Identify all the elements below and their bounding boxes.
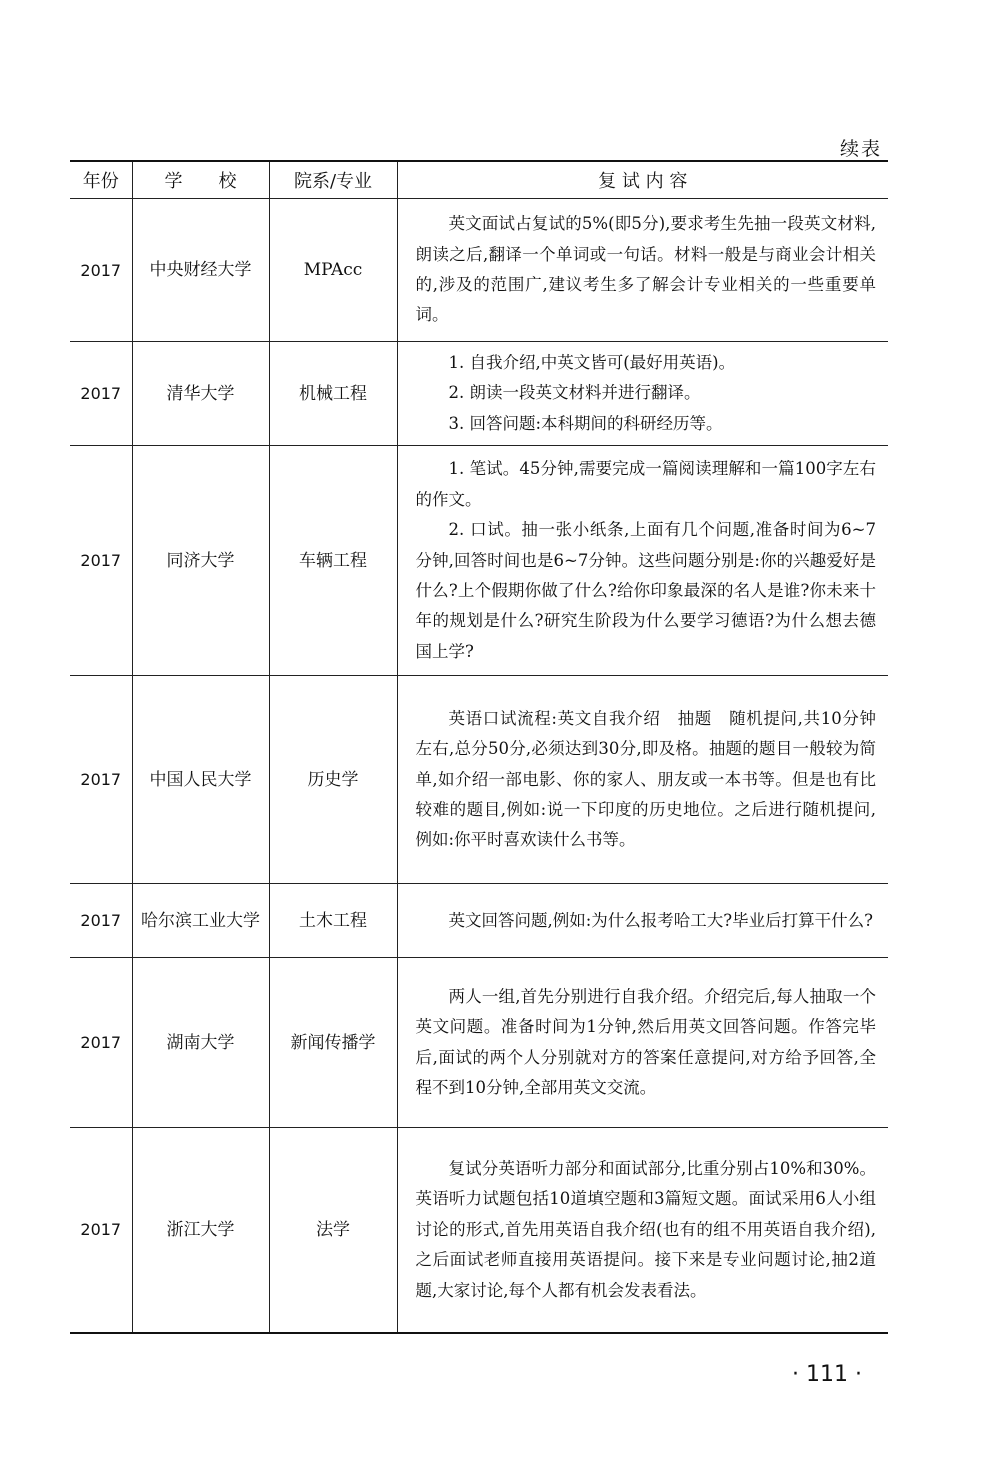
year-cell: 2017 — [70, 884, 132, 958]
page-number: · 111 · — [792, 1362, 862, 1387]
year-cell: 2017 — [70, 446, 132, 676]
continued-label: 续表 — [839, 138, 882, 160]
table-row — [70, 676, 888, 884]
table-row — [70, 884, 888, 958]
school-cell: 浙江大学 — [132, 1128, 269, 1333]
school-cell: 湖南大学 — [132, 958, 269, 1128]
content-paragraph: 复试分英语听力部分和面试部分,比重分别占10%和30%。英语听力试题包括10道填空题和3篇短文题。面试采用6人小组讨论的形式,首先用英语自我介绍(也有的组不用英语自我介绍),之后面试老师直接用英语提问。接下来是专业问题讨论,抽2道题,大家讨论,每个人都有机会发表看法。 — [415, 1158, 876, 1300]
year-cell: 2017 — [70, 676, 132, 884]
school-cell: 中国人民大学 — [132, 676, 269, 884]
content-cell — [397, 199, 888, 342]
content-paragraph: 2. 口试。抽一张小纸条,上面有几个问题,准备时间为6~7分钟,回答时间也是6~7分钟。这些问题分别是:你的兴趣爱好是什么?上个假期你做了什么?给你印象最深的名人是谁?你未来十年的规划是什么?研究生阶段为什么要学习德语?为什么想去德国上学? — [415, 520, 876, 661]
major-cell: 历史学 — [269, 676, 397, 884]
major-cell: 土木工程 — [269, 884, 397, 958]
table-row — [70, 1128, 888, 1333]
content-paragraph: 两人一组,首先分别进行自我介绍。介绍完后,每人抽取一个英文问题。准备时间为1分钟,然后用英文回答问题。作答完毕后,面试的两个人分别就对方的答案任意提问,对方给予回答,全程不到10分钟,全部用英文交流。 — [415, 986, 876, 1098]
year-cell: 2017 — [70, 958, 132, 1128]
admission-retest-table — [70, 160, 888, 1334]
table-row — [70, 446, 888, 676]
year-cell: 2017 — [70, 342, 132, 446]
school-cell: 同济大学 — [132, 446, 269, 676]
content-paragraph: 2. 朗读一段英文材料并进行翻译。 — [448, 383, 701, 403]
content-paragraph: 1. 自我介绍,中英文皆可(最好用英语)。 — [448, 353, 736, 372]
school-cell: 中央财经大学 — [132, 199, 269, 342]
content-cell — [397, 958, 888, 1128]
content-paragraph: 1. 笔试。45分钟,需要完成一篇阅读理解和一篇100字左右的作文。 — [415, 459, 876, 509]
content-cell — [397, 884, 888, 958]
content-cell — [397, 446, 888, 676]
major-cell: MPAcc — [269, 199, 397, 342]
table-row — [70, 958, 888, 1128]
table-row — [70, 199, 888, 342]
header-school: 学 校 — [132, 161, 269, 199]
major-cell: 新闻传播学 — [269, 958, 397, 1128]
year-cell: 2017 — [70, 1128, 132, 1333]
major-cell: 法学 — [269, 1128, 397, 1333]
content-cell — [397, 1128, 888, 1333]
table-header-row — [70, 161, 888, 199]
header-year: 年份 — [70, 161, 132, 199]
major-cell: 机械工程 — [269, 342, 397, 446]
header-major: 院系/专业 — [269, 161, 397, 199]
content-cell — [397, 342, 888, 446]
content-paragraph: 3. 回答问题:本科期间的科研经历等。 — [448, 413, 723, 433]
year-cell: 2017 — [70, 199, 132, 342]
content-paragraph: 英语口试流程:英文自我介绍 抽题 随机提问,共10分钟左右,总分50分,必须达到30分,即及格。抽题的题目一般较为简单,如介绍一部电影、你的家人、朋友或一本书等。但是也有比较难的题目,例如:说一下印度的历史地位。之后进行随机提问,例如:你平时喜欢读什么书等。 — [415, 708, 876, 850]
header-content: 复 试 内 容 — [397, 161, 888, 199]
major-cell: 车辆工程 — [269, 446, 397, 676]
table-row — [70, 342, 888, 446]
school-cell: 清华大学 — [132, 342, 269, 446]
content-paragraph: 英文面试占复试的5%(即5分),要求考生先抽一段英文材料,朗读之后,翻译一个单词或一句话。材料一般是与商业会计相关的,涉及的范围广,建议考生多了解会计专业相关的一些重要单词。 — [415, 214, 876, 325]
content-cell — [397, 676, 888, 884]
content-paragraph: 英文回答问题,例如:为什么报考哈工大?毕业后打算干什么? — [448, 910, 873, 930]
school-cell: 哈尔滨工业大学 — [132, 884, 269, 958]
